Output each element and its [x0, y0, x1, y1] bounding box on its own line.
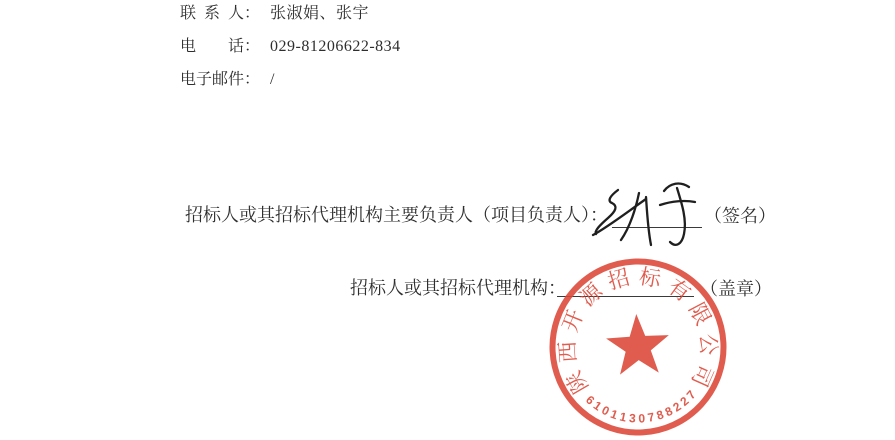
seal-company-char: 公	[695, 333, 721, 356]
seal-number-char: 1	[608, 406, 620, 423]
seal-company-char: 标	[637, 264, 663, 292]
contact-label: 电子邮件	[180, 71, 245, 88]
signature-stroke	[660, 201, 695, 205]
contact-colon: ：	[244, 5, 261, 22]
principal-line-label: 招标人或其招标代理机构主要负责人（项目负责人）：	[185, 205, 608, 225]
seal-company-char: 开	[557, 306, 589, 336]
official-seal	[545, 254, 731, 440]
contact-row	[180, 36, 401, 57]
seal-number-char: 7	[683, 387, 699, 403]
contact-colon: ：	[244, 38, 261, 55]
signature-stroke	[621, 193, 639, 240]
seal-number-char: 0	[638, 411, 646, 426]
contact-value: 张淑娟、张宇	[270, 5, 370, 22]
seal-number-char: 8	[654, 407, 666, 423]
signature-stroke	[670, 188, 685, 245]
seal-company-char: 司	[686, 360, 718, 391]
seal-number-char: 6	[582, 392, 598, 408]
agency-line-label: 招标人或其招标代理机构：	[350, 278, 566, 298]
seal-number-char: 2	[670, 399, 684, 415]
seal-number-char: 7	[646, 409, 656, 425]
seal-number-char: 0	[599, 402, 612, 419]
handwritten-signature	[590, 172, 715, 257]
seal-number-char: 1	[590, 398, 605, 414]
contact-value: 029-81206622-834	[270, 38, 401, 55]
seal-number-char: 3	[628, 411, 637, 426]
seal-company-char: 陕	[561, 366, 594, 398]
contact-label: 电话	[180, 38, 244, 55]
contact-label: 联系人	[180, 5, 244, 22]
seal-company-char: 限	[684, 298, 716, 330]
seal-company-char: 有	[663, 274, 695, 307]
contact-row	[180, 3, 369, 24]
seal-company-char: 源	[575, 278, 608, 312]
seal-star-icon	[605, 312, 671, 375]
contact-value: /	[270, 71, 275, 88]
signature-stroke	[593, 199, 646, 235]
seal-company-char: 西	[555, 340, 581, 364]
stamp-here-label: （盖章）	[700, 279, 772, 299]
seal-company-char: 招	[605, 265, 633, 295]
sign-here-label: （签名）	[704, 206, 776, 226]
contact-row	[180, 69, 275, 90]
seal-number-char: 1	[618, 409, 628, 425]
signature-stroke	[646, 197, 651, 245]
seal-number-char: 2	[677, 393, 692, 409]
seal-number-char: 8	[662, 403, 675, 420]
contact-colon: ：	[244, 71, 261, 88]
